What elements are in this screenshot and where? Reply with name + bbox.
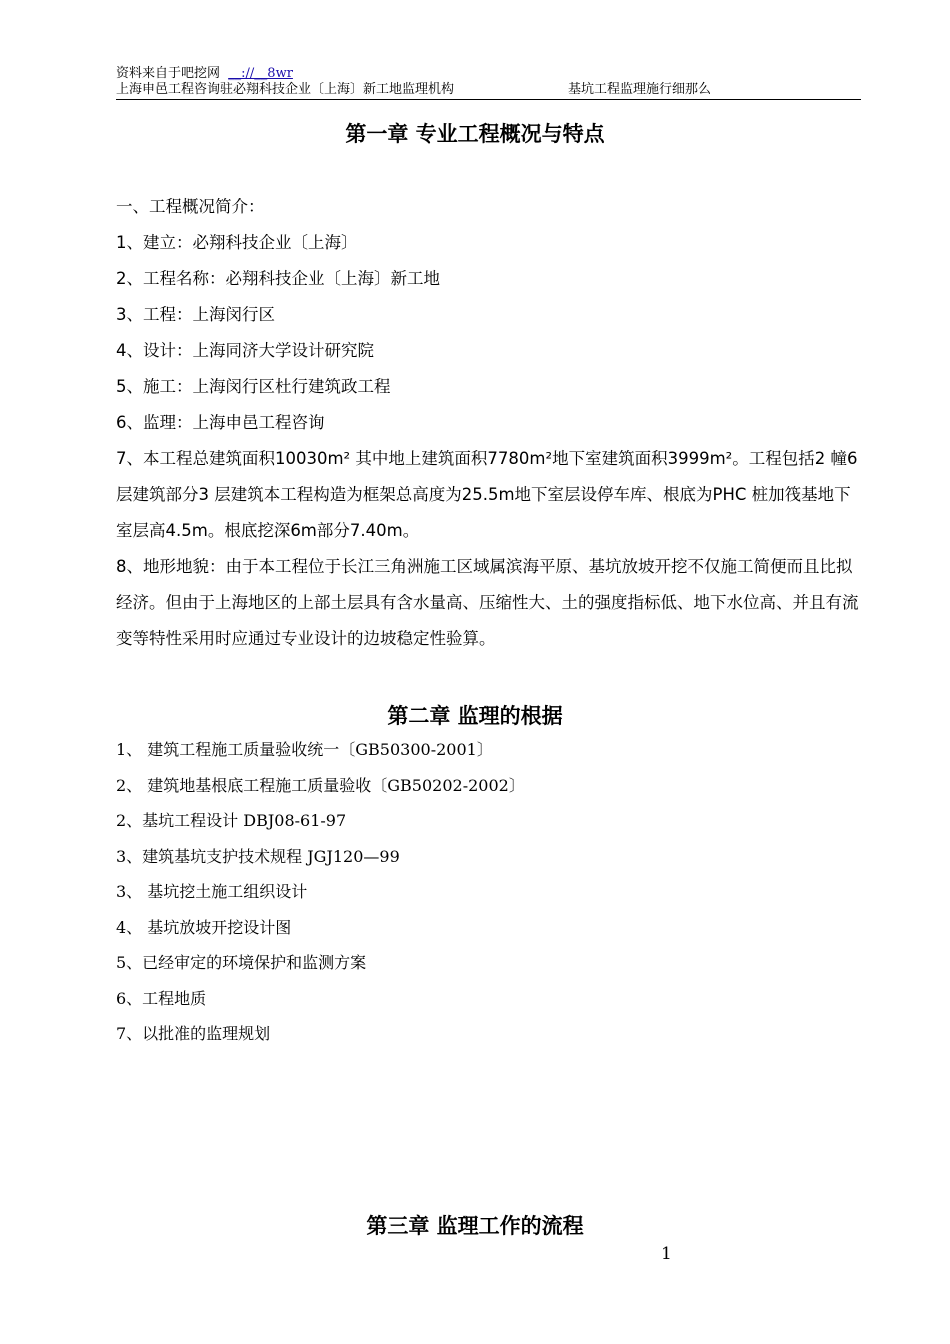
list-item: 2、基坑工程设计 DBJ08-61-97 [116,811,347,830]
list-item: 4、 基坑放坡开挖设计图 [116,917,292,937]
list-item: 3、建筑基坑支护技术规程 JGJ120—99 [116,846,400,866]
list-item: 7、以批准的监理规划 [116,1024,271,1043]
list-item: 1、建立：必翔科技企业〔上海〕 [116,233,358,252]
list-item: 2、工程名称：必翔科技企业〔上海〕新工地 [116,269,440,288]
header-doc-title: 基坑工程监理施行细那么 [568,82,712,97]
chapter2-title: 第二章 监理的根据 [387,704,563,728]
list-item: 2、 建筑地基根底工程施工质量验收〔GB50202-2002〕 [116,775,525,795]
chapter1-list [116,195,440,447]
list-item: 5、施工：上海闵行区杜行建筑政工程 [116,377,391,396]
running-header [116,82,861,100]
chapter1-intro: 一、工程概况简介： [116,197,265,216]
list-item: 1、 建筑工程施工质量验收统一〔GB50300-2001〕 [116,740,493,759]
list-item: 5、已经审定的环境保护和监测方案 [116,953,367,972]
chapter1-item7: 7、本工程总建筑面积10030m² 其中地上建筑面积7780m²地下室建筑面积3999m²。工程包括2 幢6 层建筑部分3 层建筑本工程构造为框架总高度为25.5m地下室层设停车库、根底为PHC 桩加筏基地下室层高4.5m。根底挖深6m部分7.40m。 [116,449,858,540]
header-source-link[interactable]: __://__8wr [228,66,293,81]
list-item: 6、工程地质 [116,988,207,1008]
chapter1-item8: 8、地形地貌：由于本工程位于长江三角洲施工区域属滨海平原、基坑放坡开挖不仅施工简便而且比拟经济。但由于上海地区的上部土层具有含水量高、压缩性大、土的强度指标低、地下水位高、并且有流变等特性采用时应通过专业设计的边坡稳定性验算。 [116,557,859,648]
header-org: 上海申邑工程咨询驻必翔科技企业〔上海〕新工地监理机构 [116,82,455,97]
page-number: 1 [661,1244,672,1264]
chapter1-title: 第一章 专业工程概况与特点 [345,122,605,146]
header-source [116,66,293,82]
chapter3-title: 第三章 监理工作的流程 [366,1214,584,1238]
list-item: 6、监理：上海申邑工程咨询 [116,413,325,432]
chapter2-list [116,738,525,1058]
list-item: 3、工程：上海闵行区 [116,305,275,324]
list-item: 3、 基坑挖土施工组织设计 [116,882,308,901]
list-item: 4、设计：上海同济大学设计研究院 [116,341,374,360]
header-source-label: 资料来自于吧挖网 [116,66,221,81]
